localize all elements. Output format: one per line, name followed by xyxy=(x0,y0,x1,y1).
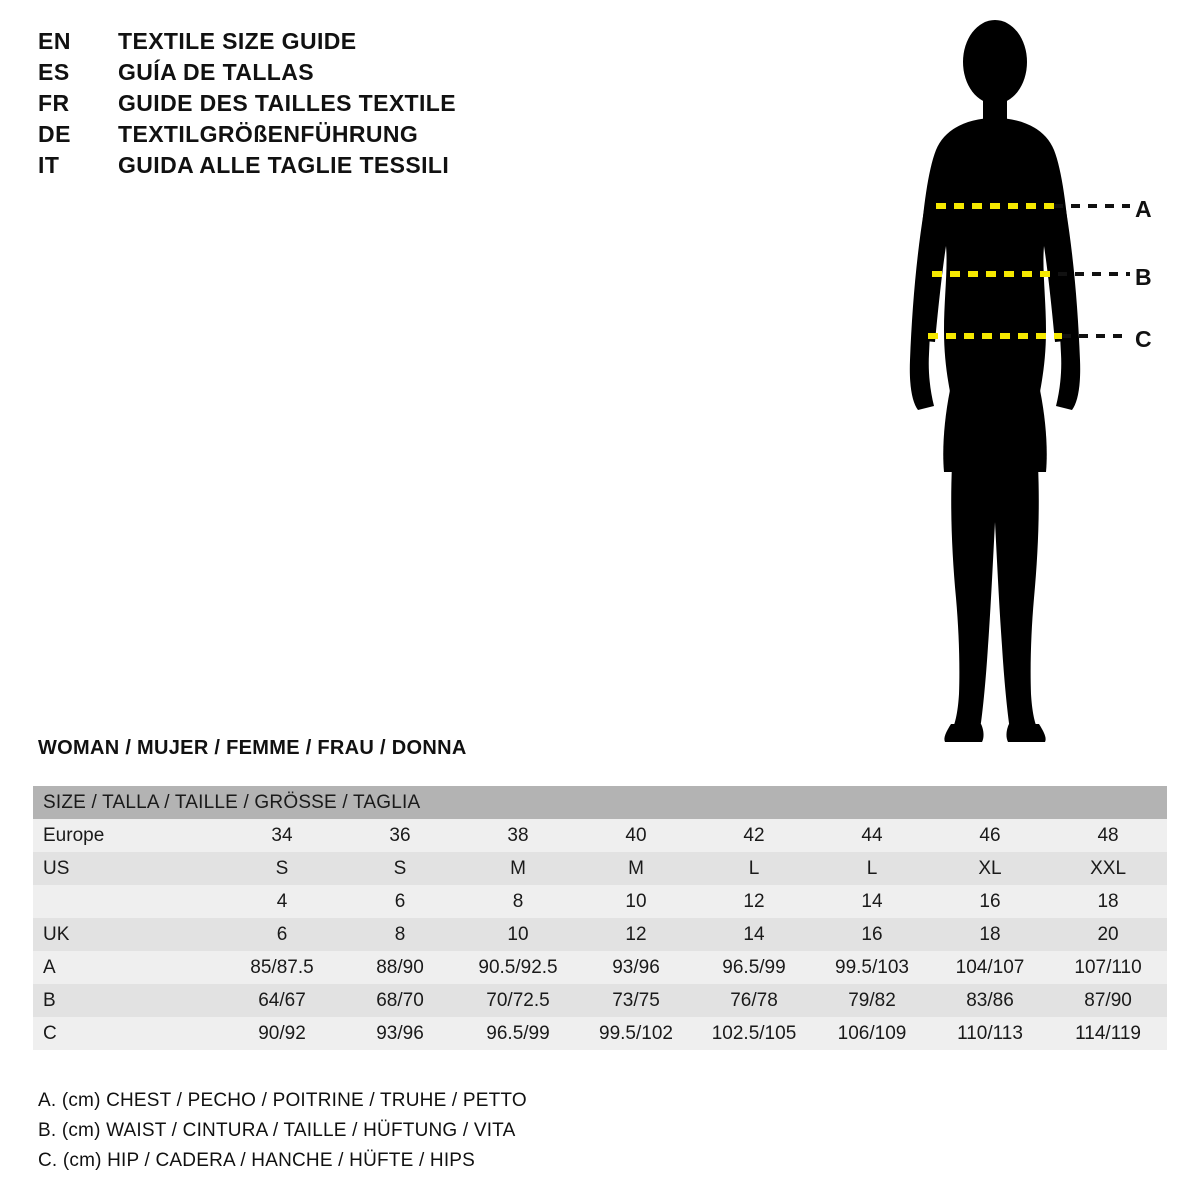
cell: 64/67 xyxy=(223,984,341,1017)
title-text-en: TEXTILE SIZE GUIDE xyxy=(118,28,357,54)
language-code-it: IT xyxy=(38,152,60,178)
title-text-es: GUÍA DE TALLAS xyxy=(118,59,314,85)
measure-label-a: A xyxy=(1135,196,1152,222)
cell: 42 xyxy=(695,819,813,852)
title-row xyxy=(38,152,658,183)
title-row xyxy=(38,90,658,121)
title-row xyxy=(38,28,658,59)
cell: 14 xyxy=(695,918,813,951)
cell: 20 xyxy=(1049,918,1167,951)
cell: 96.5/99 xyxy=(695,951,813,984)
cell: 12 xyxy=(695,885,813,918)
cell: 16 xyxy=(931,885,1049,918)
measurement-legend xyxy=(38,1090,738,1180)
cell: 107/110 xyxy=(1049,951,1167,984)
cell: 6 xyxy=(341,885,459,918)
table-header-row xyxy=(33,786,1167,819)
cell: 88/90 xyxy=(341,951,459,984)
language-code-de: DE xyxy=(38,121,71,147)
legend-item-b: B. (cm) WAIST / CINTURA / TAILLE / HÜFTUNG / VITA xyxy=(38,1120,516,1141)
cell: 10 xyxy=(577,885,695,918)
cell: 76/78 xyxy=(695,984,813,1017)
cell: 93/96 xyxy=(341,1017,459,1050)
cell: 36 xyxy=(341,819,459,852)
row-label-us: US xyxy=(33,852,223,885)
cell: 40 xyxy=(577,819,695,852)
cell: 104/107 xyxy=(931,951,1049,984)
cell: 46 xyxy=(931,819,1049,852)
cell: 73/75 xyxy=(577,984,695,1017)
row-label-a: A xyxy=(33,951,223,984)
cell: S xyxy=(223,852,341,885)
cell: 16 xyxy=(813,918,931,951)
title-text-fr: GUIDE DES TAILLES TEXTILE xyxy=(118,90,456,116)
cell: 83/86 xyxy=(931,984,1049,1017)
cell: 102.5/105 xyxy=(695,1017,813,1050)
table-row xyxy=(33,819,1167,852)
size-chart-table xyxy=(33,786,1167,1050)
cell: XL xyxy=(931,852,1049,885)
title-row xyxy=(38,59,658,90)
legend-item-a: A. (cm) CHEST / PECHO / POITRINE / TRUHE / PETTO xyxy=(38,1090,527,1111)
table-row xyxy=(33,852,1167,885)
measure-label-c: C xyxy=(1135,326,1152,352)
cell: 6 xyxy=(223,918,341,951)
cell: 8 xyxy=(341,918,459,951)
cell: 79/82 xyxy=(813,984,931,1017)
table-row xyxy=(33,951,1167,984)
cell: 18 xyxy=(931,918,1049,951)
cell: 96.5/99 xyxy=(459,1017,577,1050)
table-row xyxy=(33,918,1167,951)
cell: 110/113 xyxy=(931,1017,1049,1050)
cell: 106/109 xyxy=(813,1017,931,1050)
cell: XXL xyxy=(1049,852,1167,885)
table-header-label: SIZE / TALLA / TAILLE / GRÖSSE / TAGLIA xyxy=(33,786,1167,819)
cell: L xyxy=(695,852,813,885)
cell: M xyxy=(459,852,577,885)
cell: 4 xyxy=(223,885,341,918)
cell: 12 xyxy=(577,918,695,951)
row-label-uk: UK xyxy=(33,918,223,951)
title-row xyxy=(38,121,658,152)
row-label-europe: Europe xyxy=(33,819,223,852)
body-measurement-figure xyxy=(840,10,1190,750)
table-row xyxy=(33,1017,1167,1050)
table-row xyxy=(33,885,1167,918)
female-silhouette-icon xyxy=(840,10,1190,750)
cell: 99.5/102 xyxy=(577,1017,695,1050)
section-heading-woman: WOMAN / MUJER / FEMME / FRAU / DONNA xyxy=(38,737,467,759)
cell: L xyxy=(813,852,931,885)
language-code-es: ES xyxy=(38,59,70,85)
legend-item-c: C. (cm) HIP / CADERA / HANCHE / HÜFTE / HIPS xyxy=(38,1150,476,1171)
table-row xyxy=(33,984,1167,1017)
cell: 90.5/92.5 xyxy=(459,951,577,984)
title-text-de: TEXTILGRÖßENFÜHRUNG xyxy=(118,121,419,147)
cell: 87/90 xyxy=(1049,984,1167,1017)
cell: 99.5/103 xyxy=(813,951,931,984)
language-title-block xyxy=(38,28,658,183)
cell: 14 xyxy=(813,885,931,918)
cell: 85/87.5 xyxy=(223,951,341,984)
cell: S xyxy=(341,852,459,885)
language-code-fr: FR xyxy=(38,90,70,116)
cell: 90/92 xyxy=(223,1017,341,1050)
cell: 34 xyxy=(223,819,341,852)
cell: 48 xyxy=(1049,819,1167,852)
cell: M xyxy=(577,852,695,885)
cell: 18 xyxy=(1049,885,1167,918)
row-label-c: C xyxy=(33,1017,223,1050)
measure-label-b: B xyxy=(1135,264,1152,290)
cell: 8 xyxy=(459,885,577,918)
cell: 70/72.5 xyxy=(459,984,577,1017)
row-label-b: B xyxy=(33,984,223,1017)
cell: 38 xyxy=(459,819,577,852)
cell: 93/96 xyxy=(577,951,695,984)
cell: 68/70 xyxy=(341,984,459,1017)
row-label-us-numeric xyxy=(33,885,223,918)
cell: 114/119 xyxy=(1049,1017,1167,1050)
cell: 44 xyxy=(813,819,931,852)
language-code-en: EN xyxy=(38,28,71,54)
cell: 10 xyxy=(459,918,577,951)
title-text-it: GUIDA ALLE TAGLIE TESSILI xyxy=(118,152,450,178)
